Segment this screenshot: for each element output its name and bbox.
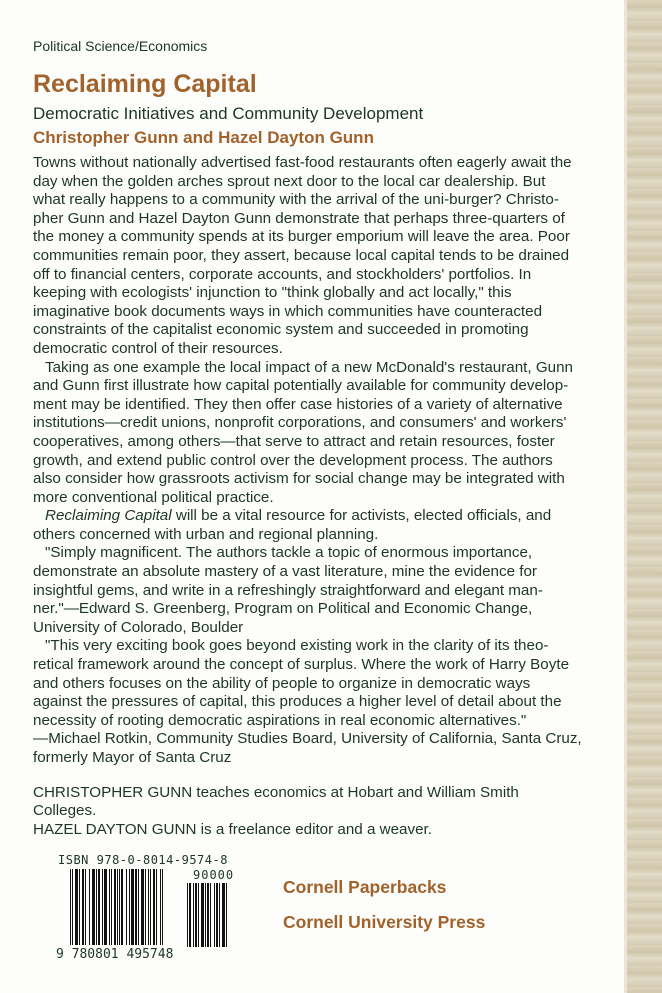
barcode-bars	[70, 869, 164, 945]
text-line: and Gunn first illustrate how capital potentially available for community develop-	[33, 377, 569, 395]
text-line: democratic control of their resources.	[33, 339, 283, 357]
barcode-addon-bars	[187, 883, 227, 947]
text-line: keeping with ecologists' injunction to "think globally and act locally," this	[33, 284, 512, 302]
text-line: constraints of the capitalist economic system and succeeded in promoting	[33, 321, 529, 339]
description	[33, 154, 623, 839]
paragraph	[33, 637, 623, 767]
author-bios	[33, 784, 623, 840]
text-line: institutions—credit unions, nonprofit corporations, and consumers' and workers'	[33, 414, 567, 432]
isbn-text: ISBN 978-0-8014-9574-8	[58, 853, 228, 867]
text-line: the money a community spends at its burger emporium will leave the area. Poor	[33, 228, 570, 246]
book-title: Reclaiming Capital	[33, 70, 257, 98]
text-line: more conventional political practice.	[33, 488, 274, 506]
text-line: and others focuses on the ability of people to organize in democratic ways	[33, 674, 531, 692]
barcode-bar	[163, 869, 164, 945]
paragraph	[33, 544, 623, 637]
text-line: pher Gunn and Hazel Dayton Gunn demonstrate that perhaps three-quarters of	[33, 209, 565, 227]
text-line: day when the golden arches sprout next door to the local car dealership. But	[33, 172, 546, 190]
bio-line: HAZEL DAYTON GUNN is a freelance editor and a weaver.	[33, 820, 432, 838]
text-line: retical framework around the concept of surplus. Where the work of Harry Boyte	[33, 656, 570, 674]
text-line: against the pressures of capital, this produces a higher level of detail about the	[33, 693, 562, 711]
text-line: others concerned with urban and regional planning.	[33, 525, 379, 543]
text-line: Towns without nationally advertised fast-food restaurants often eagerly await the	[33, 154, 572, 171]
publisher-imprint: Cornell Paperbacks	[283, 877, 447, 897]
barcode-bar	[226, 883, 227, 947]
text-line: imaginative book documents ways in which communities have counteracted	[33, 302, 543, 320]
ean-number: 9 780801 495748	[56, 947, 174, 962]
text-line: what really happens to a community with the arrival of the uni-burger? Christo-	[33, 191, 559, 209]
bio-line: CHRISTOPHER GUNN teaches economics at Hobart and William Smith	[33, 783, 519, 801]
text-line: Taking as one example the local impact of a new McDonald's restaurant, Gunn	[45, 358, 573, 376]
text-line: ner."—Edward S. Greenberg, Program on Political and Economic Change,	[33, 600, 533, 618]
book-authors: Christopher Gunn and Hazel Dayton Gunn	[33, 128, 374, 147]
paragraph	[33, 154, 623, 359]
text-line: off to financial centers, corporate accounts, and stockholders' portfolios. In	[33, 265, 532, 283]
paragraph	[33, 359, 623, 508]
text-line: —Michael Rotkin, Community Studies Board, University of California, Santa Cruz,	[33, 730, 582, 748]
text-line: growth, and extend public control over the development process. The authors	[33, 451, 553, 469]
paragraph	[33, 507, 623, 544]
publisher-press: Cornell University Press	[283, 912, 486, 932]
category-label: Political Science/Economics	[33, 38, 208, 54]
text-line: ment may be identified. They then offer case histories of a variety of alternative	[33, 395, 563, 413]
text-line: demonstrate an absolute mastery of a vast literature, mine the evidence for	[33, 563, 537, 581]
price-code: 90000	[193, 868, 235, 882]
text-line: "Simply magnificent. The authors tackle a topic of enormous importance,	[45, 544, 533, 562]
bio-line: Colleges.	[33, 802, 97, 820]
text-line: necessity of rooting democratic aspirations in real economic alternatives."	[33, 711, 527, 729]
text-line: communities remain poor, they assert, because local capital tends to be drained	[33, 246, 570, 264]
text-line: also consider how grassroots activism for social change may be integrated with	[33, 470, 565, 488]
text-line: Reclaiming Capital will be a vital resource for activists, elected officials, and	[45, 507, 552, 525]
text-line: insightful gems, and write in a refreshingly straightforward and elegant man-	[33, 581, 543, 599]
text-line: cooperatives, among others—that serve to attract and retain resources, foster	[33, 432, 555, 450]
text-line: University of Colorado, Boulder	[33, 618, 244, 636]
spine-edge	[624, 0, 662, 993]
text-line: "This very exciting book goes beyond existing work in the clarity of its theo-	[45, 637, 549, 655]
book-subtitle: Democratic Initiatives and Community Development	[33, 104, 424, 123]
text-line: formerly Mayor of Santa Cruz	[33, 749, 232, 766]
